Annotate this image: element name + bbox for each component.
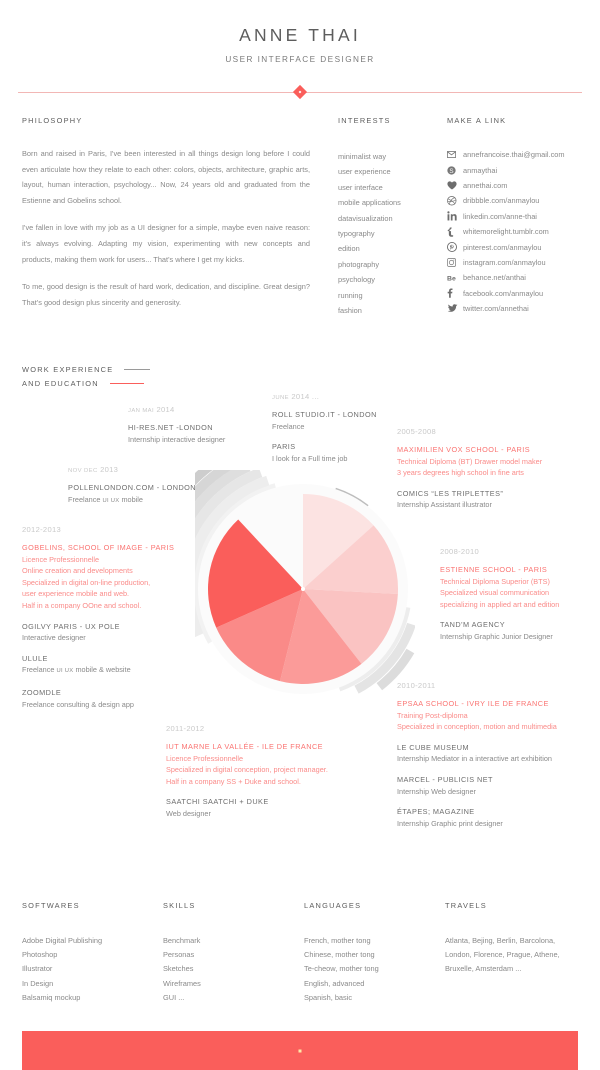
contact-text: annefrancoise.thai@gmail.com: [463, 150, 565, 160]
timeline-block-2012-2013: [22, 525, 202, 710]
envelope-icon: [447, 151, 463, 158]
entry-detail: Licence Professionnelle: [166, 753, 244, 763]
timeline-block-2005-2008: [397, 427, 597, 511]
contact-text: facebook.com/anmaylou: [463, 288, 544, 298]
list-item: Te-cheow, mother tong: [304, 964, 379, 974]
entry-detail: Technical Diploma Superior (BTS): [440, 576, 550, 586]
philosophy-paragraph: I've fallen in love with my job as a UI designer for a simple, maybe even naive reason: it's always evolving. Adapting my vision, experimenting with new concepts and products, making them work for users... That's where I get my kicks.: [22, 223, 310, 264]
contact-row-skype[interactable]: [447, 162, 597, 177]
year-prefix: JAN MAI: [128, 408, 155, 414]
entry-subtitle: Internship interactive designer: [128, 434, 226, 444]
softwares-list: [22, 934, 162, 1005]
timeline-entry: [128, 422, 293, 445]
entry-title: IUT MARNE LA VALLÉE - ILE DE FRANCE: [166, 742, 323, 751]
list-item: Adobe Digital Publishing: [22, 936, 103, 945]
languages-list: [304, 934, 444, 1005]
and-education-label: AND EDUCATION: [22, 378, 99, 388]
dribbble-icon: [447, 196, 463, 206]
timeline-entry: [22, 653, 202, 678]
list-item: GUI ...: [163, 992, 185, 1002]
block-year: [68, 465, 243, 474]
timeline-entry-education: [397, 444, 597, 479]
entry-subtitle: Internship Graphic Junior Designer: [440, 631, 553, 641]
timeline-entry: [397, 742, 597, 765]
list-item: mobile applications: [338, 198, 401, 208]
contact-text: dribbble.com/anmaylou: [463, 196, 540, 206]
entry-title: PARIS: [272, 442, 296, 452]
entry-title: GOBELINS, SCHOOL OF IMAGE - PARIS: [22, 543, 175, 552]
contact-row-pinterest[interactable]: [447, 239, 597, 254]
entry-subtitle: Freelance UI UX mobile & website: [22, 665, 131, 675]
contact-row-behance[interactable]: [447, 270, 597, 285]
travels-column: [445, 901, 595, 977]
work-experience-label: WORK EXPERIENCE: [22, 364, 114, 374]
entry-subtitle: Internship Assistant illustrator: [397, 500, 492, 510]
contact-text: pinterest.com/anmaylou: [463, 242, 542, 252]
heading-dash-gray: [124, 369, 150, 370]
list-item: edition: [338, 244, 360, 254]
entry-title: LE CUBE MUSEUM: [397, 742, 469, 752]
contact-list: [447, 147, 597, 316]
timeline-entry-education: [22, 542, 202, 612]
entry-detail: specializing in applied art and edition: [440, 599, 560, 609]
list-item: Balsamiq mockup: [22, 992, 81, 1002]
entry-detail: Training Post-diploma: [397, 710, 468, 720]
list-item: Photoshop: [22, 950, 58, 960]
timeline-entry: [22, 687, 202, 710]
behance-icon: [447, 274, 463, 282]
entry-title: COMICS “LES TRIPLETTES”: [397, 488, 504, 498]
philosophy-body: [22, 146, 310, 310]
heart-icon: [447, 181, 463, 190]
chart-center-dot: [301, 587, 305, 591]
timeline-block-hires: [128, 405, 293, 445]
make-a-link-column: [447, 116, 597, 316]
languages-column: [304, 901, 444, 1005]
heading-dash-red: [110, 383, 144, 384]
entry-subtitle: I look for a Full time job: [272, 453, 348, 463]
contact-text: twitter.com/annethai: [463, 304, 529, 314]
list-item: user interface: [338, 182, 383, 192]
contact-text: behance.net/anthai: [463, 273, 526, 283]
entry-title: MARCEL - PUBLICIS NET: [397, 774, 493, 784]
list-item: photography: [338, 259, 380, 269]
contact-row-dribbble[interactable]: [447, 193, 597, 208]
contact-row-tumblr[interactable]: [447, 224, 597, 239]
diamond-icon: [293, 85, 307, 99]
travels-list: [445, 934, 595, 977]
list-item: Illustrator: [22, 964, 53, 974]
list-item: minimalist way: [338, 152, 387, 161]
entry-detail: Technical Diploma (BT) Drawer model maker: [397, 456, 543, 466]
list-item: Atlanta, Bejing, Berlin, Barcolona,: [445, 936, 556, 945]
entry-subtitle: Freelance consulting & design app: [22, 699, 134, 709]
work-heading-line-2: [22, 376, 150, 390]
year-prefix: NOV DEC: [68, 468, 98, 474]
entry-detail: Specialized in digital conception, project manager.: [166, 765, 328, 775]
contact-row-twitter[interactable]: [447, 301, 597, 316]
make-a-link-title: MAKE A LINK: [447, 116, 507, 125]
philosophy-paragraph: To me, good design is the result of hard work, dedication, and discipline. Great design? That's good design plus sincerity and generosity.: [22, 282, 310, 307]
timeline-entry-education: [440, 564, 600, 610]
list-item: Personas: [163, 950, 195, 960]
year-prefix: JUNE: [272, 395, 289, 401]
radial-pie-chart: [195, 470, 415, 720]
timeline-entry: [397, 774, 597, 797]
entry-title: ESTIENNE SCHOOL - PARIS: [440, 565, 548, 574]
page-subtitle: USER INTERFACE DESIGNER: [225, 55, 375, 64]
work-section-heading: [22, 362, 150, 390]
entry-title: ÉTAPES; MAGAZINE: [397, 807, 475, 817]
entry-detail: Half in a company OOne and school.: [22, 600, 142, 610]
timeline-entry: [397, 488, 597, 511]
softwares-title: SOFTWARES: [22, 901, 80, 910]
list-item: English, advanced: [304, 978, 365, 988]
block-year: [272, 392, 402, 401]
svg-text:S: S: [449, 167, 454, 175]
contact-text: linkedin.com/anne-thai: [463, 211, 537, 221]
timeline-block-pollen: [68, 465, 243, 507]
list-item: Spanish, basic: [304, 992, 353, 1002]
softwares-column: [22, 901, 162, 1005]
entry-detail: 3 years degrees high school in fine arts: [397, 468, 524, 478]
entry-detail: Specialized visual communication: [440, 588, 550, 598]
entry-title: SAATCHI SAATCHI + DUKE: [166, 797, 269, 807]
contact-text: anmaythai: [463, 165, 498, 175]
timeline-entry: [22, 621, 202, 644]
timeline-entry: [272, 441, 402, 464]
entry-title: POLLENLONDON.COM - LONDON: [68, 483, 197, 492]
timeline-block-2010-2011: [397, 681, 597, 829]
work-heading-line-1: [22, 362, 150, 376]
svg-text:Be: Be: [447, 275, 456, 282]
instagram-icon: [447, 258, 463, 267]
timeline-block-2008-2010: [440, 547, 600, 643]
entry-title: ULULE: [22, 653, 48, 663]
entry-detail: Licence Professionnelle: [22, 554, 100, 564]
block-year: 2005-2008: [397, 427, 437, 436]
list-item: fashion: [338, 306, 362, 316]
entry-subtitle: Internship Mediator in a interactive art exhibition: [397, 754, 552, 764]
list-item: In Design: [22, 978, 54, 988]
entry-title: TAND'M AGENCY: [440, 620, 506, 630]
entry-detail: Online creation and developments: [22, 566, 133, 576]
contact-row-facebook[interactable]: [447, 286, 597, 301]
timeline-block-roll: [272, 392, 402, 464]
skills-column: [163, 901, 298, 1005]
chart-svg: [195, 470, 415, 720]
contact-text: instagram.com/anmaylou: [463, 257, 546, 267]
skype-icon: [447, 166, 463, 175]
entry-title: MAXIMILIEN VOX SCHOOL - PARIS: [397, 445, 531, 454]
contact-row-email[interactable]: [447, 147, 597, 162]
list-item: French, mother tong: [304, 936, 371, 945]
list-item: user experience: [338, 167, 391, 177]
entry-detail: user experience mobile and web.: [22, 589, 130, 599]
interests-column: [338, 116, 438, 318]
entry-subtitle: Freelance: [272, 421, 305, 431]
contact-text: annethai.com: [463, 180, 508, 190]
entry-detail: Specialized in digital on-line production,: [22, 577, 151, 587]
year-value: 2013: [100, 465, 119, 474]
timeline-entry-education: [397, 698, 597, 733]
entry-title: OGILVY PARIS - UX POLE: [22, 621, 120, 631]
contact-row-website[interactable]: [447, 178, 597, 193]
list-item: running: [338, 290, 363, 300]
entry-title: EPSAA SCHOOL - IVRY ILE DE FRANCE: [397, 699, 549, 708]
philosophy-title: PHILOSOPHY: [22, 116, 83, 125]
timeline-entry-education: [166, 741, 381, 787]
block-year: 2008-2010: [440, 547, 480, 556]
contact-row-instagram[interactable]: [447, 255, 597, 270]
languages-title: LANGUAGES: [304, 901, 362, 910]
timeline-entry: [397, 806, 597, 829]
list-item: Wireframes: [163, 978, 201, 988]
footer-dot-icon: [299, 1049, 302, 1052]
facebook-icon: [447, 288, 463, 298]
timeline-entry: [440, 619, 600, 642]
year-value: 2014 ...: [291, 392, 320, 401]
interests-list: [338, 149, 438, 318]
list-item: Benchmark: [163, 936, 201, 945]
timeline-block-2011-2012: [166, 724, 381, 820]
timeline-entry: [272, 409, 402, 432]
list-item: psychology: [338, 275, 375, 285]
interests-title: INTERESTS: [338, 116, 391, 125]
header-divider: [18, 85, 582, 99]
skills-list: [163, 934, 298, 1005]
entry-title: HI-RES.NET -LONDON: [128, 423, 213, 432]
skills-title: SKILLS: [163, 901, 196, 910]
tumblr-icon: [447, 227, 463, 237]
block-year: 2012-2013: [22, 525, 62, 534]
travels-title: TRAVELS: [445, 901, 487, 910]
year-value: 2014: [156, 405, 175, 414]
list-item: datavisualization: [338, 213, 393, 223]
entry-detail: Half in a company SS + Duke and school.: [166, 776, 301, 786]
block-year: [128, 405, 293, 414]
block-year: 2011-2012: [166, 724, 205, 733]
entry-subtitle: Internship Web designer: [397, 786, 476, 796]
timeline-entry: [68, 482, 243, 507]
entry-subtitle: Web designer: [166, 808, 211, 818]
twitter-icon: [447, 304, 463, 313]
entry-subtitle: Internship Graphic print designer: [397, 818, 503, 828]
linkedin-icon: [447, 211, 463, 221]
philosophy-paragraph: Born and raised in Paris, I've been interested in all things design long before I could even articulate how they relate to each other: colors, objects, architecture, graphic arts, layout, human interaction, psychology... Now, 24 years old and graduated from the Estienne and Gobelins school.: [22, 149, 310, 205]
list-item: Chinese, mother tong: [304, 950, 375, 960]
pinterest-icon: [447, 242, 463, 252]
entry-subtitle: Interactive designer: [22, 633, 86, 643]
list-item: London, Florence, Prague, Athene,: [445, 950, 560, 960]
entry-title: ZOOMDLE: [22, 687, 62, 697]
entry-title: ROLL STUDIO.IT - LONDON: [272, 410, 377, 419]
entry-detail: Specialized in conception, motion and multimedia: [397, 722, 557, 732]
list-item: typography: [338, 229, 375, 239]
contact-text: whitemorelight.tumblr.com: [463, 227, 549, 237]
philosophy-column: [22, 116, 310, 310]
footer-bar: [22, 1031, 578, 1070]
list-item: Sketches: [163, 964, 194, 974]
list-item: Bruxelle, Amsterdam ...: [445, 964, 522, 974]
page-header: [0, 0, 600, 99]
contact-row-linkedin[interactable]: [447, 209, 597, 224]
block-year: 2010-2011: [397, 681, 436, 690]
timeline-entry: [166, 796, 381, 819]
page-title: ANNE THAI: [239, 25, 361, 45]
entry-subtitle: Freelance UI UX mobile: [68, 494, 143, 504]
